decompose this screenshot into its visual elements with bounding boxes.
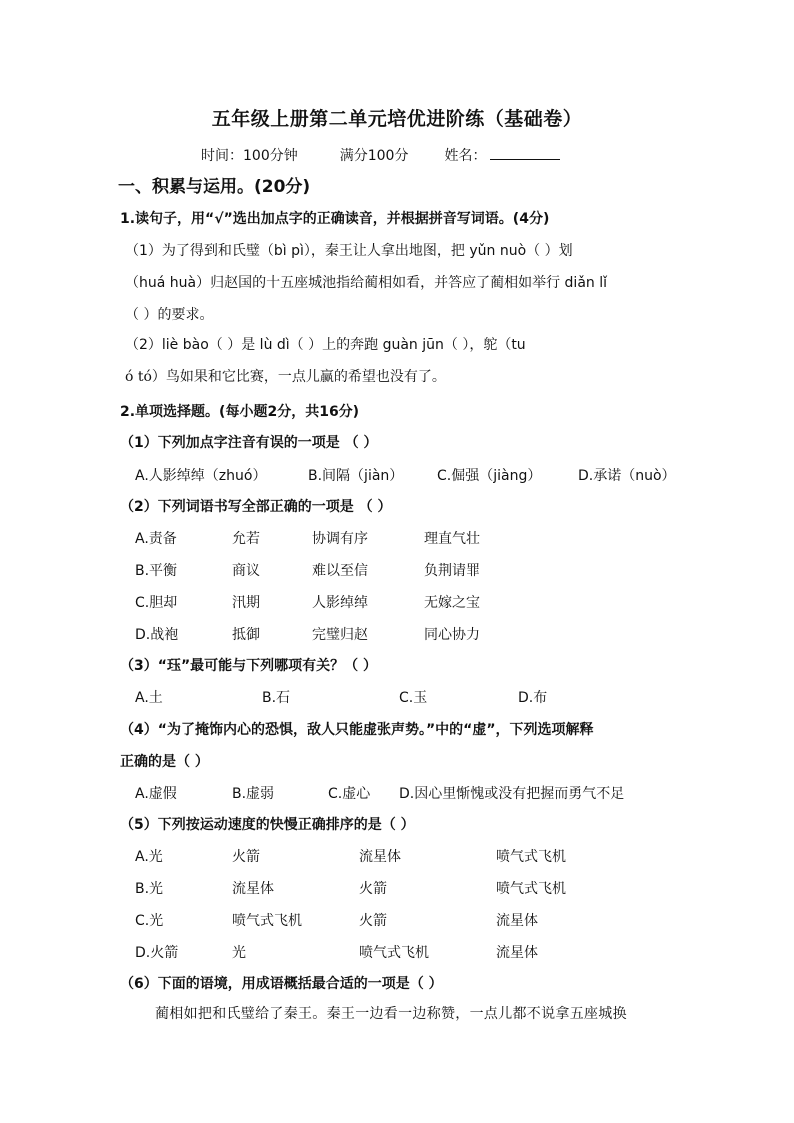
option-b[interactable]: B.虚弱 xyxy=(232,786,275,802)
option-c-word: 人影绰绰 xyxy=(312,595,368,611)
name-blank[interactable] xyxy=(490,147,560,160)
time-label: 时间：100分钟 xyxy=(201,148,298,164)
option-c-item: 流星体 xyxy=(496,913,538,929)
sub-question-4-stem-continued: 正确的是（ ） xyxy=(120,754,209,770)
option-a-word: 允若 xyxy=(232,531,260,547)
sub-question-5-stem: （5）下列按运动速度的快慢正确排序的是（ ） xyxy=(120,817,415,833)
option-c[interactable]: C.玉 xyxy=(399,690,428,706)
option-d[interactable]: D.布 xyxy=(518,690,548,706)
option-b[interactable]: B.光 xyxy=(135,881,164,897)
option-d-word: 完璧归赵 xyxy=(312,627,368,643)
option-b-item: 喷气式飞机 xyxy=(496,881,566,897)
option-a[interactable]: A.光 xyxy=(135,849,163,865)
option-c[interactable]: C.虚心 xyxy=(328,786,371,802)
name-label: 姓名： xyxy=(444,148,487,164)
option-a[interactable]: A.人影绰绰（zhuó） xyxy=(135,468,267,484)
option-a-word: 理直气壮 xyxy=(424,531,480,547)
sub-question-6-stem: （6）下面的语境，用成语概括最合适的一项是（ ） xyxy=(120,976,443,992)
option-c[interactable]: C.倔强（jiàng） xyxy=(437,468,542,484)
section-heading: 一、积累与运用。(20分) xyxy=(118,177,311,197)
option-b[interactable]: B.间隔（jiàn） xyxy=(308,468,404,484)
option-a[interactable]: A.土 xyxy=(135,690,163,706)
option-c-item: 火箭 xyxy=(359,913,387,929)
question-1-heading: 1.读句子，用“√”选出加点字的正确读音，并根据拼音写词语。(4分) xyxy=(120,211,550,227)
option-d[interactable]: D.因心里惭愧或没有把握而勇气不足 xyxy=(399,786,625,802)
option-b-word: 负荆请罪 xyxy=(424,563,480,579)
question-1-line: （2）liè bào（ ）是 lù dì（ ）上的奔跑 guàn jūn（ ），鸵（tu xyxy=(125,337,526,353)
option-d-word: 抵御 xyxy=(232,627,260,643)
option-a-item: 流星体 xyxy=(359,849,401,865)
option-a[interactable]: A.责备 xyxy=(135,531,177,547)
exam-title: 五年级上册第二单元培优进阶练（基础卷） xyxy=(211,108,583,130)
option-a-item: 喷气式飞机 xyxy=(496,849,566,865)
question-1-line: ó tó）鸟如果和它比赛，一点儿赢的希望也没有了。 xyxy=(125,369,446,385)
option-b-item: 流星体 xyxy=(232,881,274,897)
option-b-word: 商议 xyxy=(232,563,260,579)
option-b-item: 火箭 xyxy=(359,881,387,897)
sub-question-1-stem: （1）下列加点字注音有误的一项是 （ ） xyxy=(120,435,378,451)
option-c-word: 无嫁之宝 xyxy=(424,595,480,611)
option-b[interactable]: B.石 xyxy=(262,690,291,706)
exam-meta xyxy=(201,145,560,165)
option-a-item: 火箭 xyxy=(232,849,260,865)
option-a[interactable]: A.虚假 xyxy=(135,786,177,802)
option-d-item: 光 xyxy=(232,945,246,961)
option-c-item: 喷气式飞机 xyxy=(232,913,302,929)
question-1-line: （1）为了得到和氏璧（bì pì），秦王让人拿出地图，把 yǔn nuò（ ）划 xyxy=(125,243,573,259)
sub-question-2-stem: （2）下列词语书写全部正确的一项是 （ ） xyxy=(120,499,392,515)
option-c[interactable]: C.胆却 xyxy=(135,595,178,611)
option-d[interactable]: D.火箭 xyxy=(135,945,179,961)
sub-question-4-stem: （4）“为了掩饰内心的恐惧，敌人只能虚张声势。”中的“虚”，下列选项解释 xyxy=(120,722,594,738)
question-1-line: （huá huà）归赵国的十五座城池指给蔺相如看，并答应了蔺相如举行 diǎn lǐ xyxy=(125,275,608,291)
option-a-word: 协调有序 xyxy=(312,531,368,547)
question-2-heading: 2.单项选择题。(每小题2分，共16分) xyxy=(120,404,360,420)
sub-question-3-stem: （3）“珏”最可能与下列哪项有关？（ ） xyxy=(120,658,378,674)
option-d-word: 同心协力 xyxy=(424,627,480,643)
option-b[interactable]: B.平衡 xyxy=(135,563,178,579)
option-c[interactable]: C.光 xyxy=(135,913,164,929)
question-1-line: （ ）的要求。 xyxy=(125,307,214,323)
score-label: 满分100分 xyxy=(339,148,409,164)
option-d-item: 喷气式飞机 xyxy=(359,945,429,961)
option-c-word: 汛期 xyxy=(232,595,260,611)
option-d[interactable]: D.战袍 xyxy=(135,627,179,643)
option-b-word: 难以至信 xyxy=(312,563,368,579)
sub-question-6-passage: 蔺相如把和氏璧给了秦王。秦王一边看一边称赞，一点儿都不说拿五座城换 xyxy=(155,1006,627,1022)
option-d-item: 流星体 xyxy=(496,945,538,961)
option-d[interactable]: D.承诺（nuò） xyxy=(578,468,676,484)
